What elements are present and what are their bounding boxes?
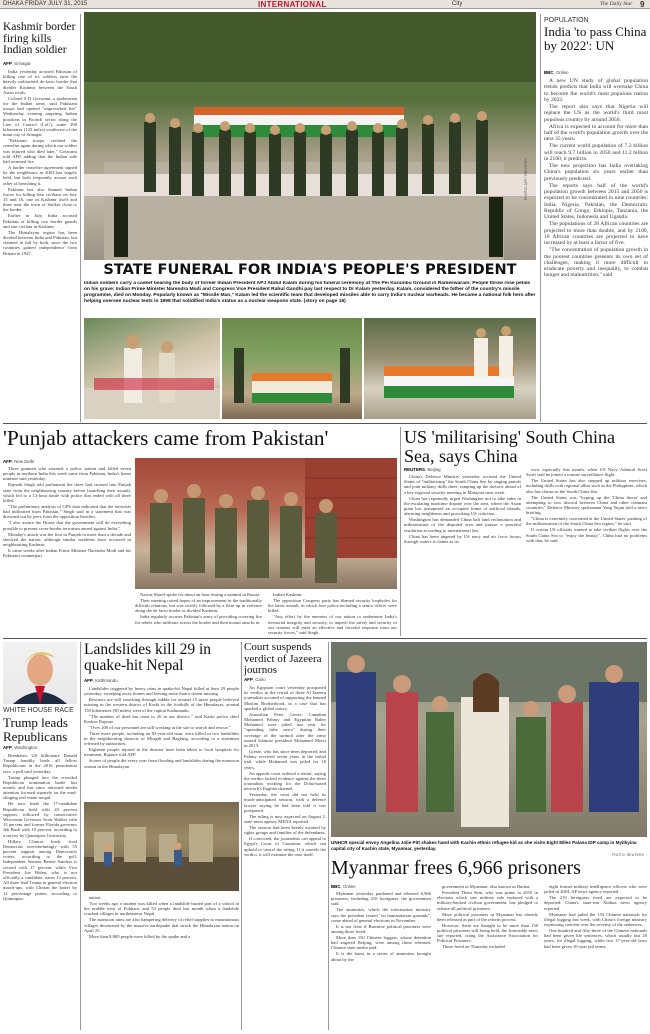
china-sea-paragraph: Washington has demanded China halt land reclamation and militarisation of the disputed area and pursue a peaceful resolution according to international law. bbox=[404, 517, 521, 533]
myanmar-paragraph: Myanmar had jailed the 153 Chinese nationals for illegal logging last week, with China's foreign ministry expressing concern over the severity of the sentences. bbox=[544, 911, 647, 928]
myanmar-paragraph: Those freed on Thursday included bbox=[442, 944, 505, 950]
punjab-paragraph: Three gunmen who stormed a police station and killed seven people in northern India this week came from Pakistan, India's home minister said yesterday. bbox=[3, 466, 131, 482]
nepal-paragraph: Landslides triggered by heavy rains in quake-hit Nepal killed at least 29 people yesterday, sweeping away homes and leaving more than a dozen missing. bbox=[84, 686, 239, 697]
china-sea-paragraph: If certain US officials wanted to take civilian flights over the South China Sea to "enjoy the beauty", China had no problems with that, he said. bbox=[526, 527, 647, 543]
myanmar-paragraph: President Thein Sein, who was prime to 2010 in elections which saw military rule replaced with a military-backed civilian government, has pledged to release all political prisoners. bbox=[437, 890, 538, 911]
kashmir-paragraph: India yesterday accused Pakistan of killing one of its soldiers near the heavily militarised de-facto border that divides Kashmir between the South Asian rivals. bbox=[3, 69, 77, 95]
trump-kicker: WHITE HOUSE RACE bbox=[3, 707, 74, 714]
byline-agency: AFP bbox=[244, 677, 253, 682]
byline-agency: AFP bbox=[3, 459, 12, 464]
byline-place: Beijing bbox=[427, 467, 441, 472]
byline-agency: AFP bbox=[84, 678, 93, 683]
myanmar-paragraph: It is the latest in a series of amnesties brought about by the bbox=[331, 951, 431, 962]
column-divider bbox=[80, 642, 81, 1030]
kashmir-paragraph: Earlier in July, India accused Pakistan of killing two border guards and one civilian in Kashmir. bbox=[3, 213, 77, 229]
population-paragraph: The populations of 28 African countries are projected to more than double, and by 2100, 10 African countries are projected to have increased by at least a factor of five. bbox=[544, 221, 648, 247]
myanmar-body-col2 bbox=[437, 884, 538, 1031]
byline-agency: AFP bbox=[3, 61, 12, 66]
nepal-body bbox=[84, 686, 239, 798]
jazeera-paragraph: The ruling is now expected on August 2, state news agency MENA reported. bbox=[244, 813, 326, 825]
punjab-paragraph: India regularly accuses Pakistan's army of providing covering fire for rebels who infiltrate across the border and then mount attacks in bbox=[135, 614, 262, 625]
jolie-photo bbox=[331, 642, 647, 837]
population-byline: BBC, Online bbox=[544, 70, 569, 75]
population-paragraph: The new projection has India overtaking China's population six years earlier than previously predicted. bbox=[544, 163, 648, 182]
punjab-photo bbox=[135, 458, 397, 589]
punjab-paragraph: "The preliminary analysis of GPS data indicated that the terrorists had infiltrated from Pakistan," Singh said in a statement that was drowned out by jeers from the opposition benches. bbox=[3, 504, 131, 520]
china-sea-paragraph: The United States has also stepped up military exercises, including drills with regional allies such as the Philippines, which also has claims in the South China Sea. bbox=[526, 478, 647, 494]
kashmir-paragraph: The Himalayan region has been divided between India and Pakistan, but claimed in full by both, since the two countries gained independence from Britain in 1947. bbox=[3, 229, 77, 256]
funeral-photo-credit: PHOTO: AFP / REUTERS bbox=[524, 158, 528, 200]
punjab-paragraph: It came weeks after Indian Prime Minister Narendra Modi and his Pakistani counterpart bbox=[3, 548, 131, 559]
funeral-caption: Indian soldiers carry a casket bearing the body of former Indian President APJ Abdul Kalam during his funeral ceremony at The Pei Karumbu Ground in Rameswaram; People throw rose petals on his grave; Indian Prime Minister Narendra Modi and Congress Vice President Rahul Gandhi pay last respect to Dr Kalam yesterday. Kalam, considered the father of the country's missile programme, died on Monday. Popularly known as "Missile Man," Kalam led the scientific team that developed missiles able to carry India's nuclear warheads. He became a national folk hero after helping oversee nuclear tests in 1998 that solidified India's status as a nuclear weapons state. (story on page 16) bbox=[84, 281, 536, 304]
section-title: INTERNATIONAL bbox=[258, 0, 327, 9]
byline-agency: BBC bbox=[544, 70, 554, 75]
trump-paragraph: Hillary Clinton leads rival Democrats overwhelmingly with 55 percent support among Democratic voters, according to the poll. Independent Senator Bernie Sanders is second with 17 percent, while Vice President Joe Biden, who is not officially a candidate, earns 13 percent. All three lead Trump in general election match-ups, with Clinton the hotter by 12 percentage points, according to Quinnipiac. bbox=[3, 838, 77, 901]
myanmar-paragraph: government in Myanmar, also known as Burma. bbox=[442, 884, 531, 889]
punjab-paragraph: Rajnath Singh told parliament the three had crossed into Punjab state from the neighbouring country before launching their assault, which led to a 12-hour battle with police that ended with all three killed. bbox=[3, 482, 131, 504]
funeral-photo-grave-scene bbox=[222, 318, 362, 419]
jazeera-paragraph: If convicted, the journalists can appeal to Egypt's Court of Cassation, which can uphold or cancel the ruling. If it cancels the verdict, it will examine the case itself. bbox=[244, 836, 326, 857]
byline-place: New Delhi bbox=[14, 459, 35, 464]
myanmar-paragraph: Myanmar yesterday pardoned and released 6,966 prisoners, including 210 foreigners, the government said. bbox=[331, 891, 431, 907]
myanmar-body-col3 bbox=[544, 884, 647, 1031]
byline-place: Online bbox=[342, 884, 356, 889]
column-divider bbox=[400, 427, 401, 636]
jazeera-paragraph: Greste, who has since been deported, and Fahmy received seven years in the initial trial, while Mohamed was jailed for 10 years. bbox=[244, 749, 326, 770]
section-sub: City bbox=[452, 1, 463, 7]
punjab-body-col2 bbox=[135, 592, 262, 636]
byline-agency: AFP bbox=[3, 745, 12, 750]
jazeera-paragraph: The session had been keenly awaited by rights groups and families of the defendants. bbox=[244, 825, 326, 836]
punjab-body-col1 bbox=[3, 466, 131, 636]
byline-agency: BBC bbox=[331, 884, 341, 889]
section-divider bbox=[3, 638, 647, 639]
china-sea-headline: US 'militarising' South China Sea, says China bbox=[404, 427, 615, 466]
punjab-byline: AFP, New Delhi bbox=[3, 459, 35, 464]
punjab-paragraph: Nawaz Sharif spoke for about an hour during a summit in Russia. bbox=[140, 592, 261, 597]
nepal-paragraph: "The number of dead has risen to 26 in our district," said Kaski police chief Keshav Rajaure. bbox=[84, 713, 239, 724]
masthead-dateline: DHAKA FRIDAY JULY 31, 2015 bbox=[3, 1, 88, 7]
trump-body bbox=[3, 753, 77, 1031]
trump-headline: Trump leads Republicans bbox=[3, 715, 68, 744]
nepal-byline: AFP, Kathmandu bbox=[84, 678, 118, 683]
myanmar-paragraph: The 210 foreigners freed are expected to be deported. China's state-run Xinhua news agency reported. bbox=[544, 895, 647, 911]
punjab-photo-scene bbox=[135, 458, 397, 589]
myanmar-byline: BBC, Online bbox=[331, 884, 356, 889]
nepal-paragraph: Three more people, including an 83-year-old man, were killed in two landslides in the neighbouring districts of Myagdi and Baglung, according to a statement released by authorities. bbox=[84, 730, 239, 747]
jazeera-headline: Court suspends verdict of Jazeera journos bbox=[244, 641, 322, 676]
myanmar-paragraph: However, there are thought to be more than 150 political prisoners still being held, the Irrawaddy news site reported, citing the Assistance Association for Political Prisoners. bbox=[437, 922, 538, 944]
myanmar-paragraph: One hundred and fifty-three of the Chinese nationals had been given life sentences, which usually last 20 years, for illegal logging, while two 17-year-old boys had been given 10-year jail terms. bbox=[544, 928, 647, 949]
population-kicker: POPULATION bbox=[544, 17, 589, 24]
funeral-photo-casket-scene bbox=[364, 318, 536, 419]
punjab-paragraph: The opposition Congress party has blamed security loopholes for the latest assault, in which four police including a senior officer were killed. bbox=[268, 598, 397, 614]
jazeera-paragraph: Yesterday, the court did not hold its much-anticipated session, with a defence lawyer saying he had been told it was postponed. bbox=[244, 792, 326, 813]
byline-place: Cairo bbox=[255, 677, 266, 682]
population-paragraph: The current world population of 7.3 billion will reach 9.7 billion in 2050 and 11.2 billion in 2100, it predicts. bbox=[544, 143, 648, 162]
jolie-photo-credit: PHOTO: REUTERS bbox=[612, 853, 644, 857]
jolie-caption: UNHCR special envoy Angelina Jolie Pitt shakes hand with Kachin ethnic refugee kid as she visits Eight Miles Palana IDP camp in Myitkyina capital city of Kachin state, Myanmar, yesterday. bbox=[331, 840, 637, 851]
jazeera-body bbox=[244, 685, 326, 1031]
population-paragraph: "The concentration of population growth in the poorest countries presents its own set of challenges, making it more difficult to eradicate poverty and inequality, to combat hunger and malnutrition," said bbox=[544, 247, 648, 279]
punjab-paragraph: Indian Kashmir. bbox=[273, 592, 303, 597]
myanmar-paragraph: The amnesties, which the information ministry says the president issued "on humanitarian grounds", come ahead of general elections in November. bbox=[331, 907, 431, 923]
china-sea-byline: REUTERS, Beijing bbox=[404, 467, 441, 472]
jazeera-byline: AFP, Cairo bbox=[244, 677, 266, 682]
trump-photo bbox=[3, 642, 77, 704]
funeral-headline: STATE FUNERAL FOR INDIA'S PEOPLE'S PRESIDENT bbox=[103, 262, 517, 278]
kashmir-byline: AFP, Srinagar bbox=[3, 61, 31, 66]
funeral-photo-grave bbox=[222, 318, 362, 419]
trump-portrait bbox=[3, 642, 77, 704]
byline-agency: REUTERS bbox=[404, 467, 425, 472]
kashmir-body bbox=[3, 69, 77, 422]
china-sea-paragraph: China's Defence Ministry yesterday accused the United States of "militarising" the South China Sea by staging patrols and joint military drills there, ramping up the rhetoric ahead of a key regional security meeting in Malaysia next week. bbox=[404, 474, 521, 495]
funeral-scene bbox=[84, 12, 536, 260]
china-sea-paragraph: own, especially this month, when US Navy Admiral Scott Swift said he joined a routine surveillance flight. bbox=[526, 467, 647, 478]
kashmir-paragraph: Colonel S D Goswami, a spokesman for the Indian army, said Pakistani troops had opened "unprovoked fire" Wednesday evening targeting Indian positions in Poonch sector along the Line of Control (LoC), some 200 kilometres (125 miles) southwest of the main city of Srinagar. bbox=[3, 95, 77, 138]
funeral-main-photo bbox=[84, 12, 536, 260]
population-body bbox=[544, 78, 648, 422]
punjab-paragraph: "I also assure the House that the government will do everything possible to prevent cross-border terrorism aimed against India." bbox=[3, 520, 131, 531]
nepal-paragraph: "Over 200 of our personnel are still working at the site to search and rescue." bbox=[89, 724, 231, 730]
population-paragraph: The report also says that Nigeria will replace the US as the world's third most populous country by around 2050. bbox=[544, 103, 648, 123]
nepal-paragraph: More than 8,800 people were killed by the quake and a bbox=[89, 933, 191, 939]
punjab-headline: 'Punjab attackers came from Pakistan' bbox=[3, 426, 329, 450]
paper-logo: The Daily Star bbox=[600, 1, 633, 7]
china-sea-body-col2 bbox=[526, 467, 647, 636]
myanmar-paragraph: More than 150 Chinese loggers, whose detention had angered Beijing, were among those released, Chinese state media said. bbox=[331, 935, 431, 951]
column-divider bbox=[540, 14, 541, 422]
punjab-body-col3 bbox=[268, 592, 397, 636]
trump-paragraph: Trump plunged into the crowded Republican nomination battle last month, and has since attracted media attention focused squarely on the mud-slinging real estate mogul. bbox=[3, 774, 77, 801]
nepal-photo-scene bbox=[84, 802, 239, 891]
kashmir-paragraph: Pakistan has also blamed Indian forces for killing four civilians on July 15 and 16, one in Kashmir itself and three near the town of Sialkot close to the border. bbox=[3, 186, 77, 213]
trump-paragraph: He now leads the 17-candidate Republican field with 20 percent support, followed by conservative Wisconsin Governor Scott Walker with 13 percent and former Florida governor Jeb Bush with 10 percent, according to a survey by Quinnipiac University. bbox=[3, 801, 77, 838]
punjab-paragraph: "Any effort by the enemies of our nation to undermine India's territorial integrity and security, to imperil the safety and security of our citizens will meet an effective and forceful response from our security forces," said Singh. bbox=[268, 614, 397, 636]
nepal-paragraph: The monsoon rains are also hampering delivery of relief supplies to mountainous villages devastated by the massive earthquake that struck the Himalayan nation on April 25. bbox=[84, 917, 239, 933]
funeral-photo-modi-scene bbox=[84, 318, 220, 419]
byline-place: Washington bbox=[14, 745, 38, 750]
nepal-paragraph: Rescuers are still searching through rubble for around 15 more people believed missing in the western district of Kaski in the foothills of the Himalayas, around 150 kilometres (90 miles) west of the capital Kathmandu. bbox=[84, 697, 239, 713]
byline-place: Online bbox=[555, 70, 569, 75]
china-sea-paragraph: The United States was "hyping up the 'China threat' and attempting to sow discord between China and other claimant countries," Defence Ministry spokesman Yang Yujun told a news briefing. bbox=[526, 494, 647, 516]
section-divider bbox=[3, 423, 647, 424]
funeral-photo-modi bbox=[84, 318, 220, 419]
nepal-tail bbox=[84, 895, 239, 1031]
column-divider bbox=[241, 642, 242, 1030]
nepal-paragraph: Scores of people die every year from flooding and landslides during the monsoon season in the Himalayan bbox=[84, 758, 239, 769]
trump-paragraph: Bombastic US billionaire Donald Trump handily leads all fellow Republicans in the 2016 presidential race, a poll said yesterday. bbox=[3, 753, 77, 774]
china-sea-paragraph: China has been angered by US navy and air force forays through waters it claims as its bbox=[404, 533, 521, 544]
population-headline: India 'to pass China by 2022': UN bbox=[544, 24, 647, 53]
kashmir-paragraph: "Pakistani troops violated the ceasefire again during which our soldier was injured who died later," Goswami told AFP, adding that the Indian side had returned fire. bbox=[3, 138, 77, 165]
population-paragraph: Africa is expected to account for more than half of the world's population growth over the next 35 years. bbox=[544, 123, 648, 143]
population-paragraph: A new UN study of global population trends predicts that India will overtake China to become the world's most populous nation by 2022. bbox=[544, 78, 648, 103]
china-sea-paragraph: China has repeatedly urged Washington not to take sides in the escalating maritime dispute over the area, where the Asian giant has juxtaposed an occupied frame of artificial islands, alarming neighbours and provoking US criticism. bbox=[404, 495, 521, 517]
trump-byline: AFP, Washington bbox=[3, 745, 38, 750]
funeral-photo-casket bbox=[364, 318, 536, 419]
nepal-paragraph: Eighteen people injured in the disaster have been taken to local hospitals for treatment, Rajaure told AFP. bbox=[84, 747, 239, 758]
jazeera-paragraph: Australian Peter Greste, Canadian Mohamed Fahmy and Egyptian Baher Mohamed were jailed last year for "spreading false news" during their coverage of the turmoil after the army ousted Islamist president Mohamed Morsi in 2013. bbox=[244, 711, 326, 749]
jolie-photo-scene bbox=[331, 642, 647, 837]
kashmir-headline: Kashmir border firing kills Indian soldier bbox=[3, 21, 76, 56]
jazeera-paragraph: An Egyptian court yesterday postponed its verdict in the retrial of three Al Jazeera journalists accused of supporting the banned Muslim Brotherhood, in a case that has sparked a global outcry. bbox=[244, 685, 326, 711]
kashmir-paragraph: A border ceasefire agreement signed by the neighbours in 2003 has largely held, but both frequently accuse each other of breaching it. bbox=[3, 165, 77, 186]
byline-place: Kathmandu bbox=[95, 678, 118, 683]
myanmar-paragraph: It is not clear if Burmese political prisoners were among those freed. bbox=[331, 923, 431, 935]
nepal-headline: Landslides kill 29 in quake-hit Nepal bbox=[84, 641, 212, 674]
myanmar-paragraph: More political prisoners in Myanmar has already been released as part of the reform process. bbox=[437, 911, 538, 922]
myanmar-headline: Myanmar frees 6,966 prisoners bbox=[331, 857, 581, 879]
jazeera-paragraph: An appeals court ordered a retrial, saying the verdict lacked evidence against the three journalists working for the Doha-based network's English channel. bbox=[244, 770, 326, 792]
myanmar-body-col1 bbox=[331, 891, 431, 1031]
page-number: 9 bbox=[640, 0, 645, 9]
nepal-photo bbox=[84, 802, 239, 891]
column-divider bbox=[80, 14, 81, 422]
nepal-paragraph: Two weeks ago a student was killed when a landslide buried part of a school in the middle west of Pokhara, and 53 people died last month when a landslide crushed villages in northeastern Nepal. bbox=[84, 901, 239, 917]
column-divider bbox=[328, 642, 329, 1030]
byline-place: Srinagar bbox=[14, 61, 31, 66]
punjab-paragraph: Their meeting raised hopes of an improvement in the traditionally difficult relations, but was swiftly followed by a flare-up in violence along the de facto border in divided Kashmir. bbox=[135, 598, 262, 614]
punjab-paragraph: Monday's attack was the first in Punjab in more than a decade and shocked the nation, although similar incidents have occurred in neighbouring Kashmir. bbox=[3, 531, 131, 548]
china-sea-paragraph: "China is extremely concerned at the United States' pushing of the militarisation of the South China Sea region," he said. bbox=[526, 516, 647, 527]
nepal-paragraph: nation. bbox=[89, 895, 102, 900]
myanmar-paragraph: eight former military intelligence officers who were jailed in 2004, AP news agency reported. bbox=[544, 884, 647, 895]
china-sea-body-col1 bbox=[404, 474, 521, 636]
masthead bbox=[0, 0, 650, 9]
population-paragraph: The reports says half of the world's population growth between 2015 and 2050 is expected to be concentrated in nine countries: India, Nigeria, Pakistan, the Democratic Republic of Congo, Ethiopia, Tanzania, the United States, Indonesia and Uganda. bbox=[544, 182, 648, 221]
